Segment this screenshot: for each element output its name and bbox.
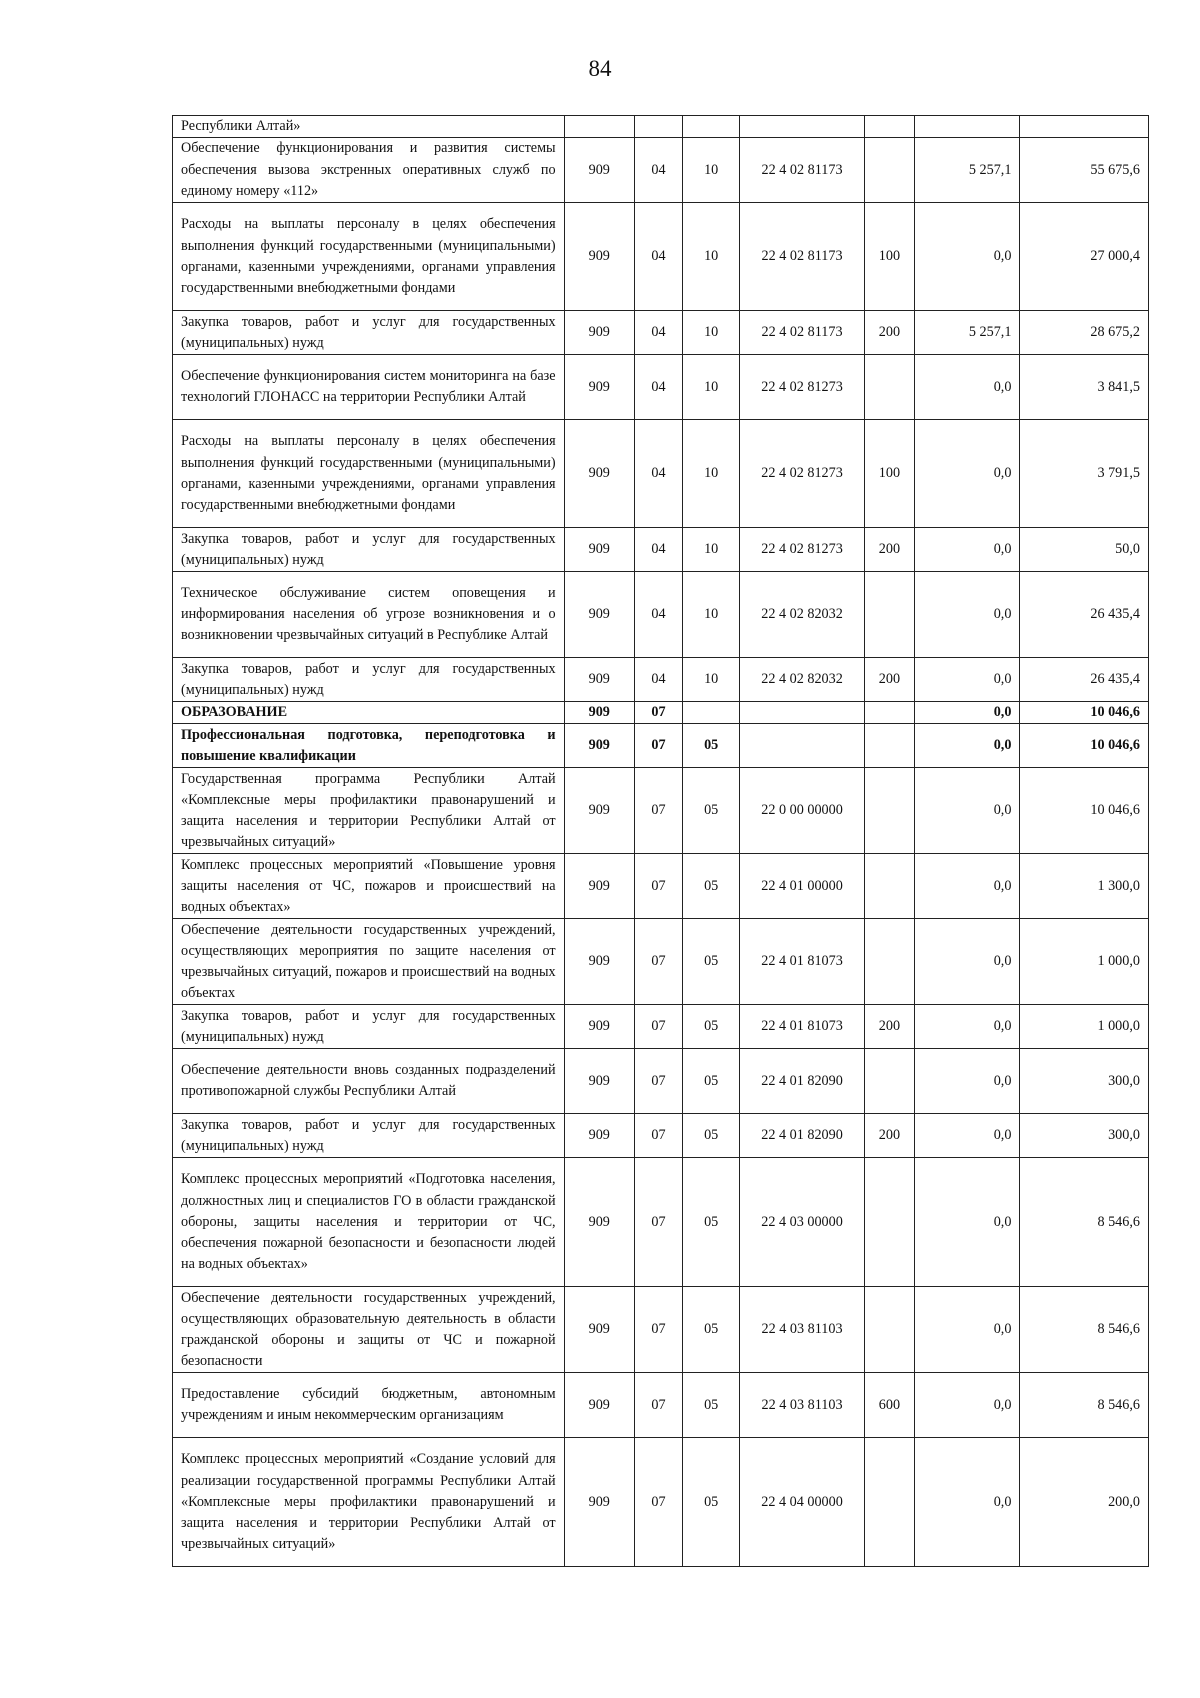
expense-type-cell — [864, 768, 914, 854]
subsection-code-cell: 05 — [683, 1114, 740, 1158]
table-row — [173, 138, 1149, 203]
expense-type-cell — [864, 1287, 914, 1373]
amount-change-cell: 0,0 — [915, 1158, 1020, 1287]
amount-total-cell: 28 675,2 — [1020, 311, 1149, 355]
row-name-cell: Расходы на выплаты персоналу в целях обеспечения выполнения функций государственными (муниципальными) органами, казенными учреждениями, органами управления государственными внебюджетными фондами — [173, 420, 565, 528]
target-article-cell — [740, 702, 865, 724]
expense-type-cell: 200 — [864, 1114, 914, 1158]
admin-code-cell: 909 — [564, 724, 634, 768]
row-name-cell: Расходы на выплаты персоналу в целях обеспечения выполнения функций государственными (муниципальными) органами, казенными учреждениями, органами управления государственными внебюджетными фондами — [173, 203, 565, 311]
budget-table-body — [173, 116, 1149, 1567]
amount-change-cell: 0,0 — [915, 572, 1020, 658]
amount-total-cell: 8 546,6 — [1020, 1158, 1149, 1287]
amount-change-cell: 0,0 — [915, 854, 1020, 919]
subsection-code-cell: 05 — [683, 1158, 740, 1287]
expense-type-cell: 200 — [864, 658, 914, 702]
admin-code-cell: 909 — [564, 658, 634, 702]
target-article-cell: 22 4 02 81173 — [740, 203, 865, 311]
target-article-cell: 22 4 01 82090 — [740, 1114, 865, 1158]
table-row — [173, 658, 1149, 702]
expense-type-cell: 600 — [864, 1373, 914, 1438]
amount-change-cell: 0,0 — [915, 658, 1020, 702]
table-row — [173, 116, 1149, 138]
expense-type-cell: 200 — [864, 528, 914, 572]
admin-code-cell: 909 — [564, 1049, 634, 1114]
admin-code-cell: 909 — [564, 854, 634, 919]
row-name-cell: Обеспечение функционирования систем мониторинга на базе технологий ГЛОНАСС на территории Республики Алтай — [173, 355, 565, 420]
table-row — [173, 1438, 1149, 1567]
section-code-cell: 07 — [634, 768, 682, 854]
target-article-cell: 22 4 02 82032 — [740, 572, 865, 658]
admin-code-cell: 909 — [564, 1005, 634, 1049]
amount-total-cell — [1020, 116, 1149, 138]
subsection-code-cell: 05 — [683, 854, 740, 919]
target-article-cell: 22 4 01 81073 — [740, 919, 865, 1005]
amount-total-cell: 3 791,5 — [1020, 420, 1149, 528]
row-name-cell: Закупка товаров, работ и услуг для государственных (муниципальных) нужд — [173, 1005, 565, 1049]
amount-change-cell — [915, 116, 1020, 138]
row-name-cell: Обеспечение деятельности государственных учреждений, осуществляющих мероприятия по защите населения от чрезвычайных ситуаций, пожаров и происшествий на водных объектах — [173, 919, 565, 1005]
admin-code-cell: 909 — [564, 919, 634, 1005]
section-code-cell: 07 — [634, 1158, 682, 1287]
table-row — [173, 1287, 1149, 1373]
amount-total-cell: 1 300,0 — [1020, 854, 1149, 919]
admin-code-cell: 909 — [564, 572, 634, 658]
table-row — [173, 1158, 1149, 1287]
expense-type-cell — [864, 572, 914, 658]
amount-change-cell: 0,0 — [915, 355, 1020, 420]
section-code-cell — [634, 116, 682, 138]
subsection-code-cell: 10 — [683, 311, 740, 355]
row-name-cell: Предоставление субсидий бюджетным, автономным учреждениям и иным некоммерческим организациям — [173, 1373, 565, 1438]
amount-total-cell: 3 841,5 — [1020, 355, 1149, 420]
expense-type-cell: 200 — [864, 311, 914, 355]
table-row — [173, 854, 1149, 919]
subsection-code-cell: 10 — [683, 203, 740, 311]
row-name-cell: Обеспечение деятельности вновь созданных подразделений противопожарной службы Республики Алтай — [173, 1049, 565, 1114]
row-name-cell: Закупка товаров, работ и услуг для государственных (муниципальных) нужд — [173, 528, 565, 572]
admin-code-cell: 909 — [564, 702, 634, 724]
section-code-cell: 04 — [634, 572, 682, 658]
table-row — [173, 420, 1149, 528]
amount-change-cell: 0,0 — [915, 1114, 1020, 1158]
amount-change-cell: 0,0 — [915, 1287, 1020, 1373]
row-name-cell: Республики Алтай» — [173, 116, 565, 138]
subsection-code-cell: 10 — [683, 572, 740, 658]
amount-total-cell: 1 000,0 — [1020, 919, 1149, 1005]
section-code-cell: 07 — [634, 1049, 682, 1114]
section-code-cell: 04 — [634, 658, 682, 702]
target-article-cell: 22 4 03 00000 — [740, 1158, 865, 1287]
row-name-cell: Комплекс процессных мероприятий «Создание условий для реализации государственной программы Республики Алтай «Комплексные меры профилактики правонарушений и защита населения и территории Республики Алтай от чрезвычайных ситуаций» — [173, 1438, 565, 1567]
subsection-code-cell: 05 — [683, 768, 740, 854]
row-name-cell: Закупка товаров, работ и услуг для государственных (муниципальных) нужд — [173, 1114, 565, 1158]
amount-change-cell: 0,0 — [915, 1005, 1020, 1049]
expense-type-cell: 100 — [864, 203, 914, 311]
amount-total-cell: 10 046,6 — [1020, 724, 1149, 768]
amount-change-cell: 0,0 — [915, 420, 1020, 528]
amount-total-cell: 10 046,6 — [1020, 702, 1149, 724]
admin-code-cell: 909 — [564, 203, 634, 311]
row-name-cell: Профессиональная подготовка, переподготовка и повышение квалификации — [173, 724, 565, 768]
row-name-cell: Обеспечение деятельности государственных учреждений, осуществляющих образовательную деятельность в области гражданской обороны и защиты от ЧС и пожарной безопасности — [173, 1287, 565, 1373]
section-code-cell: 07 — [634, 1287, 682, 1373]
subsection-code-cell — [683, 116, 740, 138]
table-row — [173, 919, 1149, 1005]
expense-type-cell: 200 — [864, 1005, 914, 1049]
subsection-code-cell: 10 — [683, 658, 740, 702]
subsection-code-cell: 10 — [683, 138, 740, 203]
target-article-cell: 22 4 02 81273 — [740, 528, 865, 572]
section-code-cell: 04 — [634, 528, 682, 572]
section-code-cell: 07 — [634, 854, 682, 919]
target-article-cell: 22 0 00 00000 — [740, 768, 865, 854]
expense-type-cell — [864, 116, 914, 138]
admin-code-cell: 909 — [564, 1114, 634, 1158]
target-article-cell: 22 4 02 81173 — [740, 138, 865, 203]
table-row — [173, 1114, 1149, 1158]
target-article-cell: 22 4 03 81103 — [740, 1287, 865, 1373]
table-row — [173, 528, 1149, 572]
target-article-cell — [740, 116, 865, 138]
amount-change-cell: 0,0 — [915, 702, 1020, 724]
target-article-cell: 22 4 02 81273 — [740, 355, 865, 420]
target-article-cell: 22 4 01 82090 — [740, 1049, 865, 1114]
table-row — [173, 1049, 1149, 1114]
expense-type-cell — [864, 355, 914, 420]
amount-total-cell: 10 046,6 — [1020, 768, 1149, 854]
expense-type-cell — [864, 702, 914, 724]
admin-code-cell: 909 — [564, 1158, 634, 1287]
page-number: 84 — [588, 56, 612, 81]
subsection-code-cell: 05 — [683, 1373, 740, 1438]
amount-change-cell: 0,0 — [915, 1049, 1020, 1114]
subsection-code-cell: 05 — [683, 1438, 740, 1567]
section-code-cell: 07 — [634, 1438, 682, 1567]
subsection-code-cell — [683, 702, 740, 724]
table-row — [173, 702, 1149, 724]
section-code-cell: 04 — [634, 420, 682, 528]
admin-code-cell: 909 — [564, 1373, 634, 1438]
admin-code-cell: 909 — [564, 528, 634, 572]
amount-total-cell: 8 546,6 — [1020, 1373, 1149, 1438]
amount-change-cell: 5 257,1 — [915, 138, 1020, 203]
target-article-cell — [740, 724, 865, 768]
amount-change-cell: 0,0 — [915, 724, 1020, 768]
amount-change-cell: 0,0 — [915, 919, 1020, 1005]
row-name-cell: Государственная программа Республики Алтай «Комплексные меры профилактики правонарушений и защита населения и территории Республики Алтай от чрезвычайных ситуаций» — [173, 768, 565, 854]
admin-code-cell: 909 — [564, 768, 634, 854]
target-article-cell: 22 4 01 00000 — [740, 854, 865, 919]
row-name-cell: ОБРАЗОВАНИЕ — [173, 702, 565, 724]
table-row — [173, 355, 1149, 420]
table-row — [173, 1005, 1149, 1049]
subsection-code-cell: 10 — [683, 355, 740, 420]
admin-code-cell: 909 — [564, 1287, 634, 1373]
amount-change-cell: 0,0 — [915, 1373, 1020, 1438]
table-row — [173, 768, 1149, 854]
admin-code-cell: 909 — [564, 1438, 634, 1567]
subsection-code-cell: 05 — [683, 1049, 740, 1114]
amount-total-cell: 50,0 — [1020, 528, 1149, 572]
amount-total-cell: 26 435,4 — [1020, 572, 1149, 658]
subsection-code-cell: 10 — [683, 528, 740, 572]
subsection-code-cell: 10 — [683, 420, 740, 528]
section-code-cell: 07 — [634, 702, 682, 724]
admin-code-cell: 909 — [564, 420, 634, 528]
admin-code-cell — [564, 116, 634, 138]
target-article-cell: 22 4 02 81173 — [740, 311, 865, 355]
amount-change-cell: 0,0 — [915, 1438, 1020, 1567]
admin-code-cell: 909 — [564, 138, 634, 203]
section-code-cell: 07 — [634, 1114, 682, 1158]
section-code-cell: 07 — [634, 724, 682, 768]
amount-total-cell: 300,0 — [1020, 1114, 1149, 1158]
expense-type-cell — [864, 1158, 914, 1287]
amount-total-cell: 26 435,4 — [1020, 658, 1149, 702]
budget-table — [172, 115, 1149, 1567]
expense-type-cell — [864, 919, 914, 1005]
row-name-cell: Закупка товаров, работ и услуг для государственных (муниципальных) нужд — [173, 658, 565, 702]
table-row — [173, 724, 1149, 768]
table-row — [173, 311, 1149, 355]
row-name-cell: Техническое обслуживание систем оповещения и информирования населения об угрозе возникновения и о возникновении чрезвычайных ситуаций в Республике Алтай — [173, 572, 565, 658]
target-article-cell: 22 4 02 82032 — [740, 658, 865, 702]
amount-total-cell: 8 546,6 — [1020, 1287, 1149, 1373]
table-row — [173, 1373, 1149, 1438]
section-code-cell: 07 — [634, 1005, 682, 1049]
amount-total-cell: 300,0 — [1020, 1049, 1149, 1114]
section-code-cell: 07 — [634, 919, 682, 1005]
section-code-cell: 04 — [634, 138, 682, 203]
section-code-cell: 04 — [634, 203, 682, 311]
section-code-cell: 07 — [634, 1373, 682, 1438]
expense-type-cell: 100 — [864, 420, 914, 528]
row-name-cell: Комплекс процессных мероприятий «Подготовка населения, должностных лиц и специалистов ГО в области гражданской обороны, защиты населения и территории от ЧС, обеспечения пожарной безопасности и безопасности людей на водных объектах» — [173, 1158, 565, 1287]
admin-code-cell: 909 — [564, 311, 634, 355]
target-article-cell: 22 4 01 81073 — [740, 1005, 865, 1049]
section-code-cell: 04 — [634, 355, 682, 420]
subsection-code-cell: 05 — [683, 919, 740, 1005]
amount-change-cell: 5 257,1 — [915, 311, 1020, 355]
row-name-cell: Комплекс процессных мероприятий «Повышение уровня защиты населения от ЧС, пожаров и происшествий на водных объектах» — [173, 854, 565, 919]
row-name-cell: Обеспечение функционирования и развития системы обеспечения вызова экстренных оперативных служб по единому номеру «112» — [173, 138, 565, 203]
expense-type-cell — [864, 854, 914, 919]
section-code-cell: 04 — [634, 311, 682, 355]
subsection-code-cell: 05 — [683, 1005, 740, 1049]
target-article-cell: 22 4 04 00000 — [740, 1438, 865, 1567]
expense-type-cell — [864, 1049, 914, 1114]
amount-change-cell: 0,0 — [915, 768, 1020, 854]
amount-total-cell: 55 675,6 — [1020, 138, 1149, 203]
amount-total-cell: 200,0 — [1020, 1438, 1149, 1567]
amount-change-cell: 0,0 — [915, 528, 1020, 572]
row-name-cell: Закупка товаров, работ и услуг для государственных (муниципальных) нужд — [173, 311, 565, 355]
subsection-code-cell: 05 — [683, 1287, 740, 1373]
table-row — [173, 203, 1149, 311]
amount-total-cell: 27 000,4 — [1020, 203, 1149, 311]
target-article-cell: 22 4 03 81103 — [740, 1373, 865, 1438]
expense-type-cell — [864, 724, 914, 768]
expense-type-cell — [864, 1438, 914, 1567]
amount-change-cell: 0,0 — [915, 203, 1020, 311]
amount-total-cell: 1 000,0 — [1020, 1005, 1149, 1049]
target-article-cell: 22 4 02 81273 — [740, 420, 865, 528]
admin-code-cell: 909 — [564, 355, 634, 420]
subsection-code-cell: 05 — [683, 724, 740, 768]
expense-type-cell — [864, 138, 914, 203]
table-row — [173, 572, 1149, 658]
